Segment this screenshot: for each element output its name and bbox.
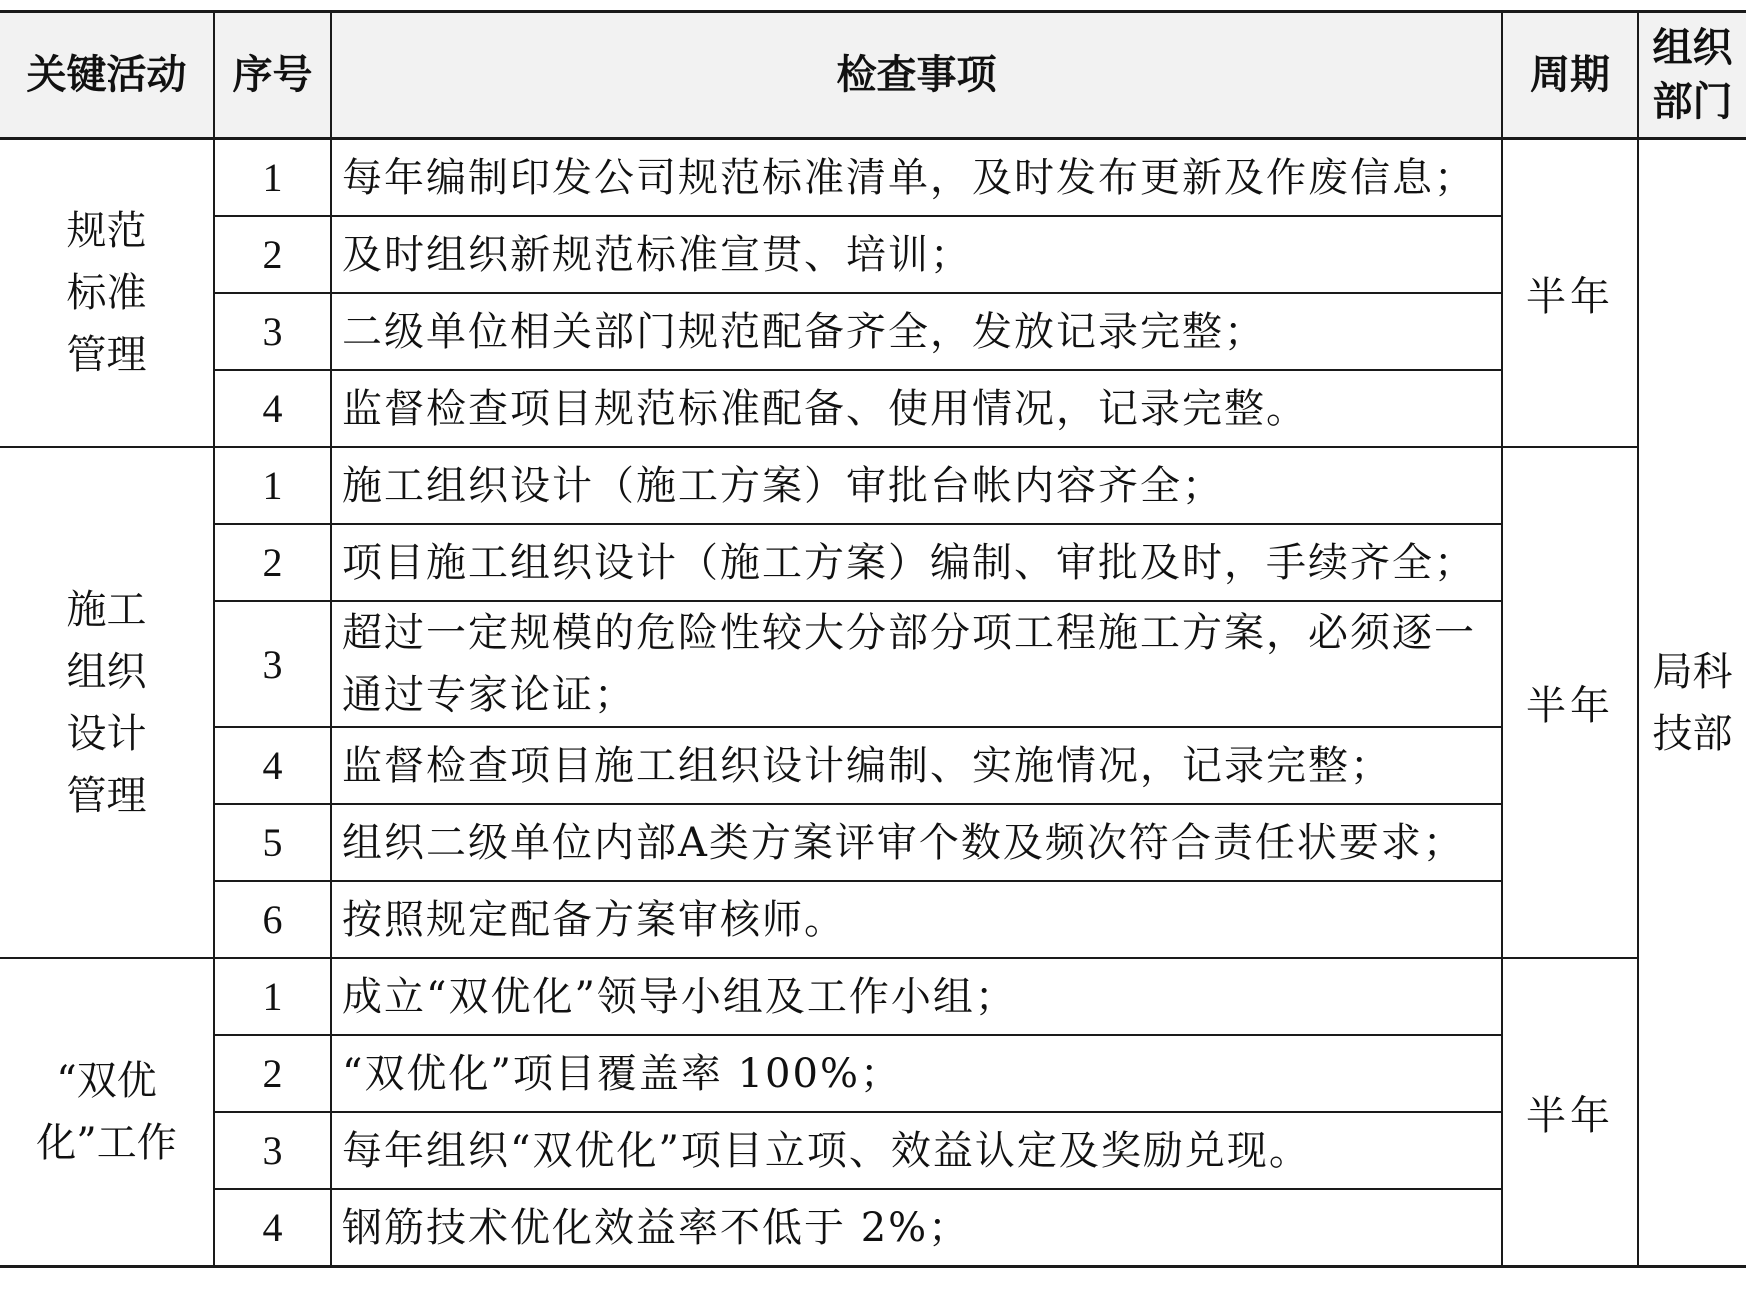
item-cell: 每年组织“双优化”项目立项、效益认定及奖励兑现。 [331,1112,1502,1189]
item-cell: 钢筋技术优化效益率不低于 2%； [331,1189,1502,1267]
table-row [0,293,1746,370]
seq-cell: 6 [214,881,331,958]
seq-cell: 3 [214,1112,331,1189]
item-cell: “双优化”项目覆盖率 100%； [331,1035,1502,1112]
seq-cell: 3 [214,601,331,727]
table-row [0,727,1746,804]
dept-cell: 局科技部 [1638,139,1746,1267]
header-row [0,12,1746,139]
seq-cell: 4 [214,1189,331,1267]
table-row [0,881,1746,958]
period-cell: 半年 [1502,958,1638,1267]
seq-cell: 4 [214,370,331,447]
seq-cell: 4 [214,727,331,804]
seq-cell: 3 [214,293,331,370]
seq-cell: 1 [214,958,331,1035]
item-cell: 监督检查项目规范标准配备、使用情况，记录完整。 [331,370,1502,447]
item-cell: 组织二级单位内部A类方案评审个数及频次符合责任状要求； [331,804,1502,881]
seq-cell: 2 [214,1035,331,1112]
header-period: 周期 [1502,12,1638,139]
header-dept: 组织部门 [1638,12,1746,139]
table-row [0,804,1746,881]
seq-cell: 2 [214,216,331,293]
item-cell: 成立“双优化”领导小组及工作小组； [331,958,1502,1035]
seq-cell: 5 [214,804,331,881]
table-row [0,1112,1746,1189]
seq-cell: 1 [214,139,331,217]
activity-cell-standards: 规范标准管理 [0,139,214,448]
table-row [0,216,1746,293]
seq-cell: 1 [214,447,331,524]
seq-cell: 2 [214,524,331,601]
table-row [0,601,1746,727]
table-row [0,524,1746,601]
period-cell: 半年 [1502,447,1638,958]
header-activity: 关键活动 [0,12,214,139]
item-cell: 监督检查项目施工组织设计编制、实施情况，记录完整； [331,727,1502,804]
activity-cell-construction: 施工组织设计管理 [0,447,214,958]
header-item: 检查事项 [331,12,1502,139]
item-cell: 二级单位相关部门规范配备齐全，发放记录完整； [331,293,1502,370]
item-cell: 项目施工组织设计（施工方案）编制、审批及时，手续齐全； [331,524,1502,601]
table-row [0,447,1746,524]
inspection-table [0,10,1746,1268]
item-cell: 施工组织设计（施工方案）审批台帐内容齐全； [331,447,1502,524]
item-cell: 超过一定规模的危险性较大分部分项工程施工方案，必须逐一通过专家论证； [331,601,1502,727]
item-cell: 按照规定配备方案审核师。 [331,881,1502,958]
table-row [0,139,1746,217]
activity-cell-dual-optimization: “双优化”工作 [0,958,214,1267]
item-cell: 每年编制印发公司规范标准清单，及时发布更新及作废信息； [331,139,1502,217]
table-row [0,958,1746,1035]
header-seq: 序号 [214,12,331,139]
table-row [0,370,1746,447]
period-cell: 半年 [1502,139,1638,448]
item-cell: 及时组织新规范标准宣贯、培训； [331,216,1502,293]
table-row [0,1189,1746,1267]
table-row [0,1035,1746,1112]
